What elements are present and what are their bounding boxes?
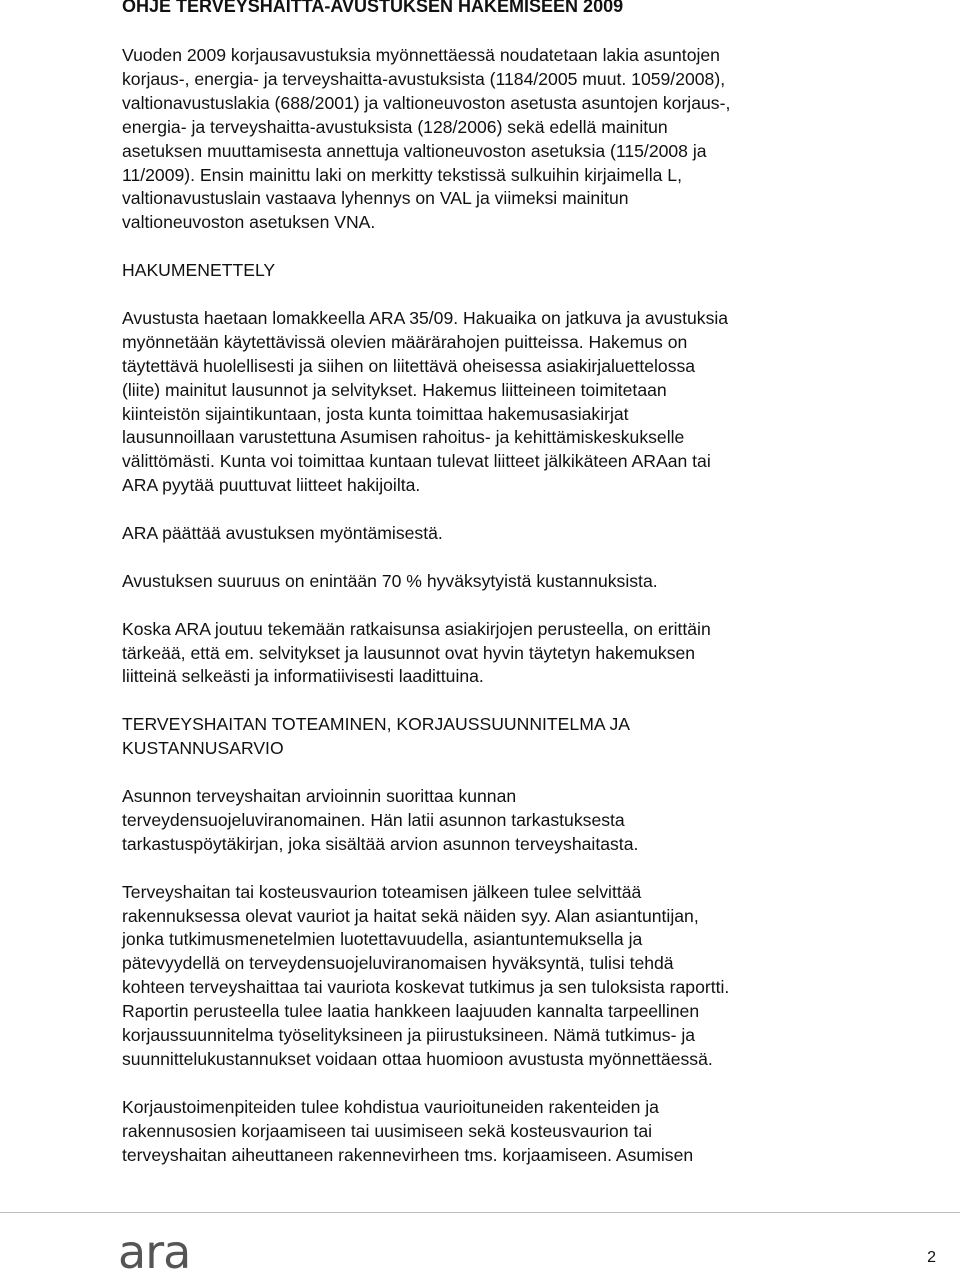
assessment-line: Asunnon terveyshaitan arvioinnin suorittaa kunnan: [122, 785, 517, 806]
application-line: kiinteistön sijaintikuntaan, josta kunta toimittaa hakemusasiakirjat: [122, 403, 629, 424]
repair-line: Korjaustoimenpiteiden tulee kohdistua vaurioituneiden rakenteiden ja: [122, 1096, 659, 1117]
footer-divider: [0, 1212, 960, 1213]
intro-line: korjaus-, energia- ja terveyshaitta-avustuksista (1184/2005 muut. 1059/2008),: [122, 68, 726, 89]
assessment-paragraph: [122, 785, 852, 857]
decision-paragraph: [122, 522, 852, 546]
repair-line: rakennusosien korjaamiseen tai uusimiseen sekä kosteusvaurion tai: [122, 1120, 653, 1141]
heading-line: KUSTANNUSARVIO: [122, 738, 284, 759]
application-line: lausunnoillaan varustettuna Asumisen rahoitus- ja kehittämiskeskukselle: [122, 427, 685, 448]
paragraph-gap: [122, 498, 852, 522]
assessment-line: terveydensuojeluviranomainen. Hän latii asunnon tarkastuksesta: [122, 809, 625, 830]
intro-line: 11/2009). Ensin mainittu laki on merkitty tekstissä sulkuihin kirjaimella L,: [122, 164, 682, 185]
paragraph-gap: [122, 235, 852, 259]
section-heading-application: HAKUMENETTELY: [122, 260, 276, 281]
decision-line: ARA päättää avustuksen myöntämisestä.: [122, 523, 443, 544]
amount-line: Avustuksen suuruus on enintään 70 % hyväksytyistä kustannuksista.: [122, 570, 658, 591]
application-line: myönnetään käytettävissä olevien määrärahojen puitteissa. Hakemus on: [122, 331, 688, 352]
intro-paragraph: [122, 44, 852, 235]
amount-paragraph: [122, 570, 852, 594]
paragraph-gap: [122, 283, 852, 307]
application-line: ARA pyytää puuttuvat liitteet hakijoilta.: [122, 475, 421, 496]
investigation-line: suunnittelukustannukset voidaan ottaa huomioon avustusta myönnettäessä.: [122, 1048, 713, 1069]
documents-line: tärkeää, että em. selvitykset ja lausunnot ovat hyvin täytetyn hakemuksen: [122, 642, 696, 663]
page-title: OHJE TERVEYSHAITTA-AVUSTUKSEN HAKEMISEEN 2009: [122, 0, 624, 16]
documents-line: Koska ARA joutuu tekemään ratkaisunsa asiakirjojen perusteella, on erittäin: [122, 618, 711, 639]
paragraph-gap: [122, 761, 852, 785]
paragraph-gap: [122, 594, 852, 618]
application-line: Avustusta haetaan lomakkeella ARA 35/09. Hakuaika on jatkuva ja avustuksia: [122, 307, 729, 328]
intro-line: asetuksen muuttamisesta annettuja valtioneuvoston asetuksia (115/2008 ja: [122, 140, 707, 161]
investigation-line: kohteen terveyshaittaa tai vauriota koskevat tutkimus ja sen tuloksista raportti.: [122, 977, 730, 998]
repair-line: terveyshaitan aiheuttaneen rakennevirheen tms. korjaamiseen. Asumisen: [122, 1144, 694, 1165]
section-heading-assessment: [122, 713, 852, 761]
intro-line: Vuoden 2009 korjausavustuksia myönnettäessä noudatetaan lakia asuntojen: [122, 45, 720, 65]
intro-line: valtioneuvoston asetuksen VNA.: [122, 212, 376, 233]
investigation-line: Terveyshaitan tai kosteusvaurion toteamisen jälkeen tulee selvittää: [122, 881, 642, 902]
ara-logo: ara: [118, 1225, 191, 1279]
documents-paragraph: [122, 618, 852, 690]
repair-paragraph: [122, 1096, 852, 1168]
page-number: 2: [927, 1249, 936, 1266]
investigation-line: korjaussuunnitelma työselityksineen ja piirustuksineen. Nämä tutkimus- ja: [122, 1025, 696, 1046]
intro-line: energia- ja terveyshaitta-avustuksista (128/2006) sekä edellä mainitun: [122, 116, 668, 137]
paragraph-gap: [122, 1072, 852, 1096]
investigation-line: rakennuksessa olevat vauriot ja haitat sekä näiden syy. Alan asiantuntijan,: [122, 905, 699, 926]
assessment-line: tarkastuspöytäkirjan, joka sisältää arvion asunnon terveyshaitasta.: [122, 833, 639, 854]
application-line: välittömästi. Kunta voi toimittaa kuntaan tulevat liitteet jälkikäteen ARAan tai: [122, 451, 711, 472]
investigation-line: Raportin perusteella tulee laatia hankkeen laajuuden kannalta tarpeellinen: [122, 1001, 700, 1022]
paragraph-gap: [122, 857, 852, 881]
paragraph-gap: [122, 546, 852, 570]
documents-line: liitteinä selkeästi ja informatiivisesti laadittuina.: [122, 666, 484, 687]
application-paragraph: [122, 307, 852, 498]
investigation-line: jonka tutkimusmenetelmien luotettavuudella, asiantuntemuksella ja: [122, 929, 643, 950]
investigation-paragraph: [122, 881, 852, 1072]
application-line: täytettävä huolellisesti ja siihen on liitettävä oheisessa asiakirjaluettelossa: [122, 355, 696, 376]
document-body: [122, 44, 852, 1167]
application-line: (liite) mainitut lausunnot ja selvitykset. Hakemus liitteineen toimitetaan: [122, 379, 667, 400]
intro-line: valtionavustuslakia (688/2001) ja valtioneuvoston asetusta asuntojen korjaus-,: [122, 92, 731, 113]
paragraph-gap: [122, 689, 852, 713]
intro-line: valtionavustuslain vastaava lyhennys on VAL ja viimeksi mainitun: [122, 188, 629, 209]
heading-line: TERVEYSHAITAN TOTEAMINEN, KORJAUSSUUNNITELMA JA: [122, 714, 631, 735]
investigation-line: pätevyydellä on terveydensuojeluviranomaisen hyväksyntä, tulisi tehdä: [122, 953, 674, 974]
